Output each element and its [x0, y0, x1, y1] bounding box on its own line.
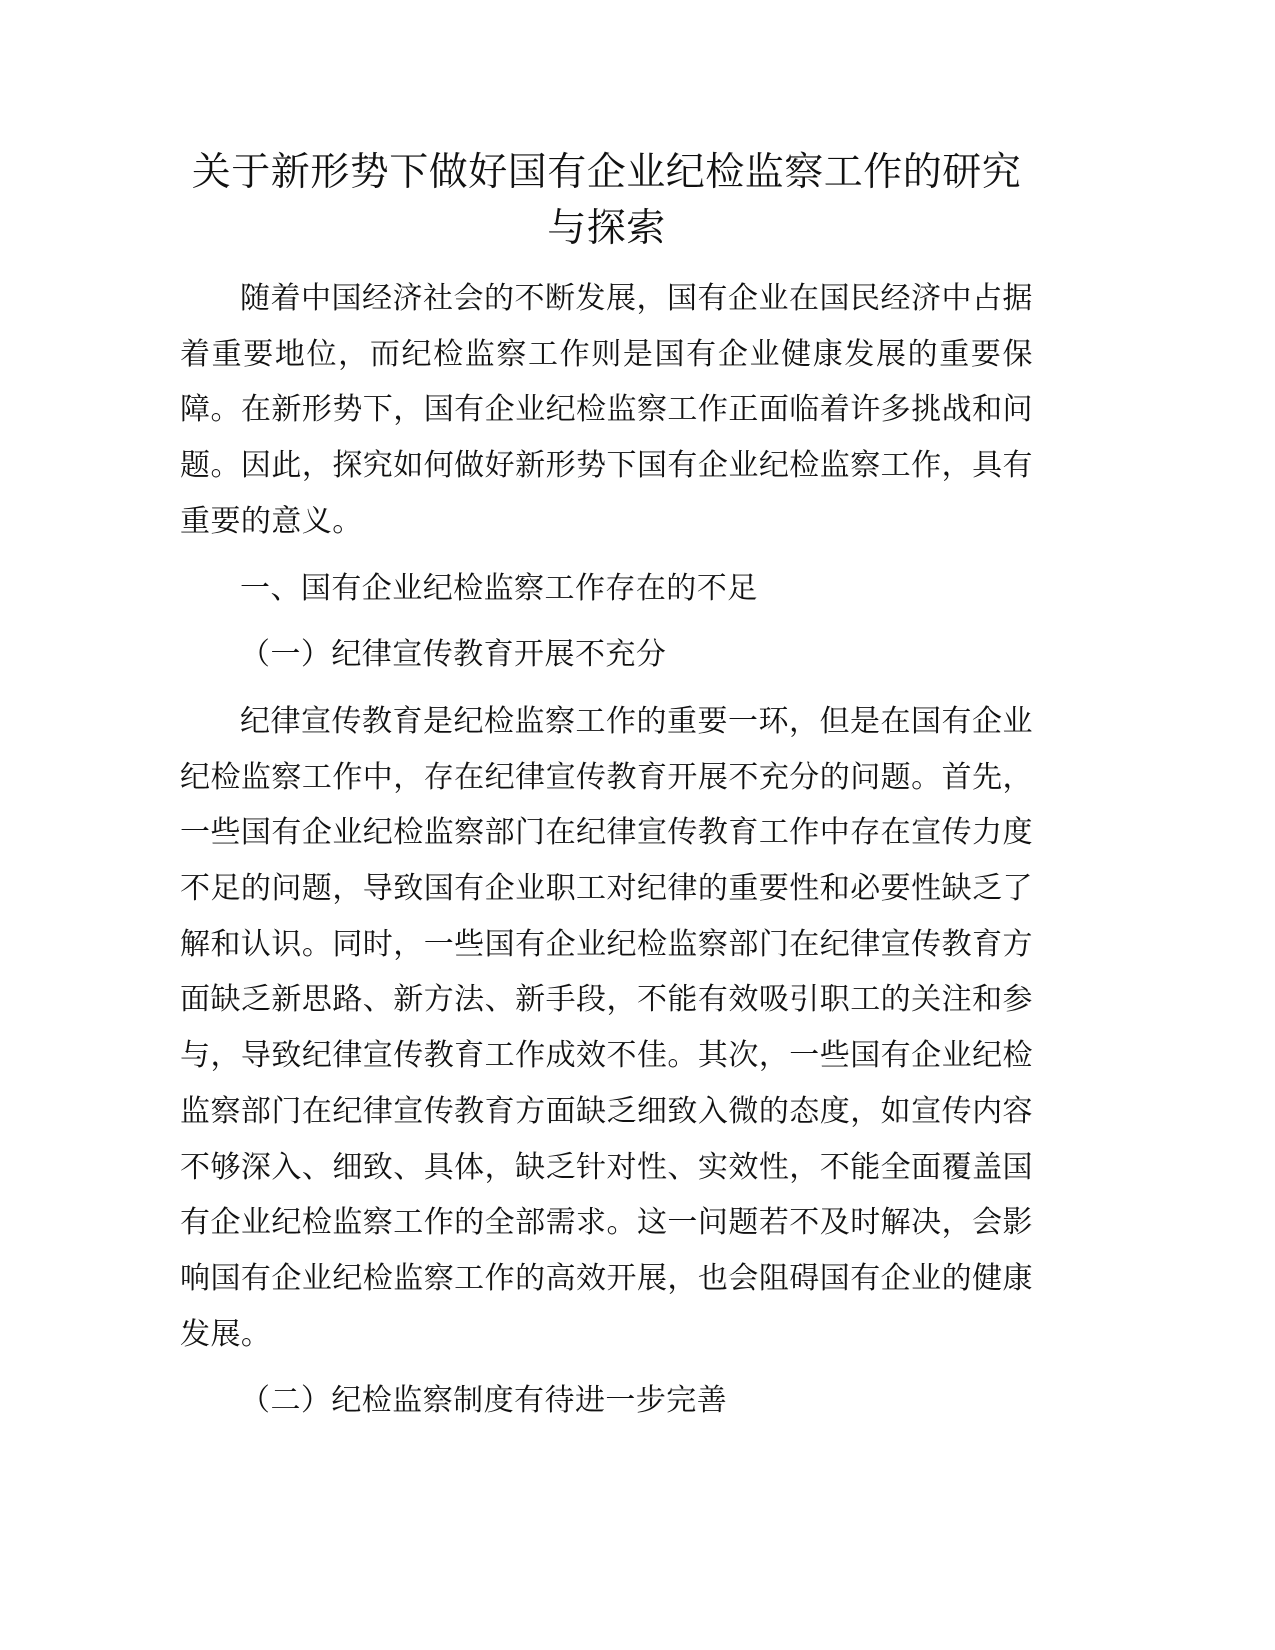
intro-paragraph: 随着中国经济社会的不断发展，国有企业在国民经济中占据着重要地位，而纪检监察工作则是国有企业健康发展的重要保障。在新形势下，国有企业纪检监察工作正面临着许多挑战和问题。因此，探究如何做好新形势下国有企业纪检监察工作，具有重要的意义。: [180, 281, 1033, 539]
subsection-heading: （二）纪检监察制度有待进一步完善: [240, 1383, 728, 1419]
section-heading: 一、国有企业纪检监察工作存在的不足: [240, 570, 758, 606]
body-paragraph: 纪律宣传教育是纪检监察工作的重要一环，但是在国有企业纪检监察工作中，存在纪律宣传教育开展不充分的问题。首先，一些国有企业纪检监察部门在纪律宣传教育工作中存在宣传力度不足的问题，导致国有企业职工对纪律的重要性和必要性缺乏了解和认识。同时，一些国有企业纪检监察部门在纪律宣传教育方面缺乏新思路、新方法、新手段，不能有效吸引职工的关注和参与，导致纪律宣传教育工作成效不佳。其次，一些国有企业纪检监察部门在纪律宣传教育方面缺乏细致入微的态度，如宣传内容不够深入、细致、具体，缺乏针对性、实效性，不能全面覆盖国有企业纪检监察工作的全部需求。这一问题若不及时解决，会影响国有企业纪检监察工作的高效开展，也会阻碍国有企业的健康发展。: [180, 703, 1033, 1352]
document-body: [180, 271, 1033, 1440]
document-title: 关于新形势下做好国有企业纪检监察工作的研究与探索: [191, 150, 1022, 251]
subsection-heading: （一）纪律宣传教育开展不充分: [240, 637, 667, 673]
